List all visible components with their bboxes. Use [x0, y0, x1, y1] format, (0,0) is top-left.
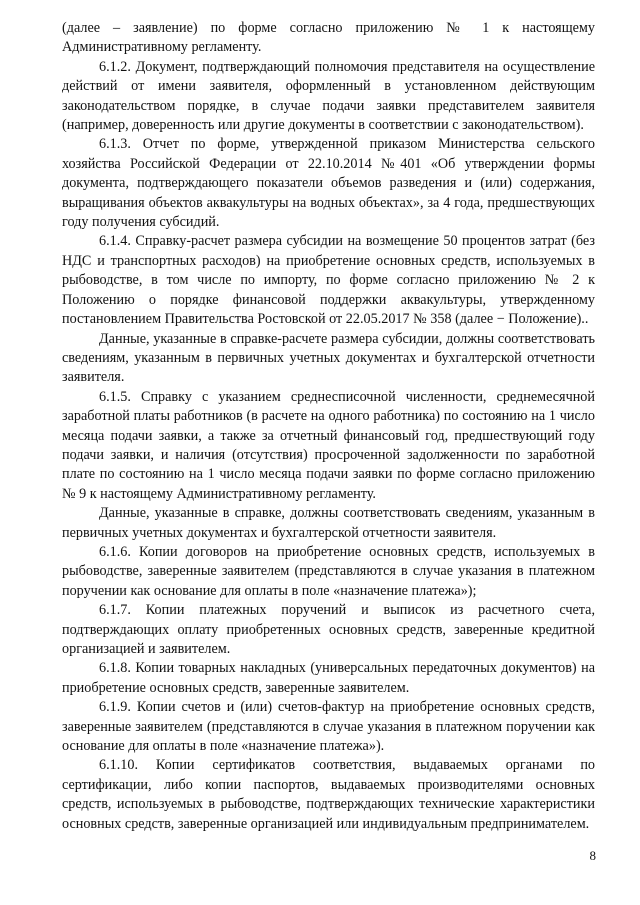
paragraph-6-1-5: 6.1.5. Справку с указанием среднесписочной численности, среднемесячной заработной платы работников (в расчете на одного работника) по состоянию на 1 число месяца подачи заявки, а также за отчетный финансовый год, предшествующий году подачи заявки, и наличия (отсутствия) просроченной задолженности по заработной плате по состоянию на 1 число месяца подачи заявки по форме согласно приложению № 9 к настоящему Административному регламенту. — [62, 388, 595, 502]
paragraph-6-1-10: 6.1.10. Копии сертификатов соответствия, выдаваемых органами по сертификации, либо копии паспортов, выдаваемых производителями основных средств, используемых в рыбоводстве, подтверждающих технические характеристики основных средств, заверенные организацией или индивидуальным предпринимателем. — [62, 757, 595, 832]
document-body — [62, 19, 595, 834]
paragraph-6-1-4-data-note: Данные, указанные в справке-расчете размера субсидии, должны соответствовать сведениям, указанным в первичных учетных документах и бухгалтерской отчетности заявителя. — [62, 330, 595, 386]
paragraph-6-1-9: 6.1.9. Копии счетов и (или) счетов-фактур на приобретение основных средств, заверенные заявителем (представляются в случае указания в платежном поручении как основание для оплаты в поле «назначение платежа»). — [62, 699, 595, 755]
paragraph-6-1-4: 6.1.4. Справку-расчет размера субсидии на возмещение 50 процентов затрат (без НДС и транспортных расходов) на приобретение основных средств, используемых в рыбоводстве, в том числе по импорту, по форме согласно приложению № 2 к Положению о порядке финансовой поддержки аквакультуры, утвержденному постановлением Правительства Ростовской от 22.05.2017 № 358 (далее − Положение).. — [62, 233, 595, 328]
paragraph-6-1-8: 6.1.8. Копии товарных накладных (универсальных передаточных документов) на приобретение основных средств, заверенные заявителем. — [62, 660, 595, 696]
paragraph-continuation: (далее – заявление) по форме согласно приложению № 1 к настоящему Административному регламенту. — [62, 20, 595, 56]
page-number: 8 — [589, 848, 596, 863]
paragraph-6-1-3: 6.1.3. Отчет по форме, утвержденной приказом Министерства сельского хозяйства Российской Федерации от 22.10.2014 №401 «Об утверждении формы документа, подтверждающего показатели объемов разведения и (или) содержания, выращивания объектов аквакультуры на водных объектах», за 4 года, предшествующих году получения субсидий. — [62, 136, 595, 231]
paragraph-6-1-5-data-note: Данные, указанные в справке, должны соответствовать сведениям, указанным в первичных учетных документах и бухгалтерской отчетности заявителя. — [62, 505, 595, 541]
paragraph-6-1-6: 6.1.6. Копии договоров на приобретение основных средств, используемых в рыбоводстве, заверенные заявителем (представляются в случае указания в платежном поручении как основание для оплаты в поле «назначение платежа»); — [62, 543, 595, 599]
paragraph-6-1-7: 6.1.7. Копии платежных поручений и выписок из расчетного счета, подтверждающих оплату приобретенных основных средств, заверенные кредитной организацией и заявителем. — [62, 602, 595, 657]
paragraph-6-1-2: 6.1.2. Документ, подтверждающий полномочия представителя на осуществление действий от имени заявителя, оформленный в установленном действующим законодательством порядке, в случае подачи заявки представителем заявителя (например, доверенность или другие документы в соответствии с законодательством). — [62, 58, 595, 134]
